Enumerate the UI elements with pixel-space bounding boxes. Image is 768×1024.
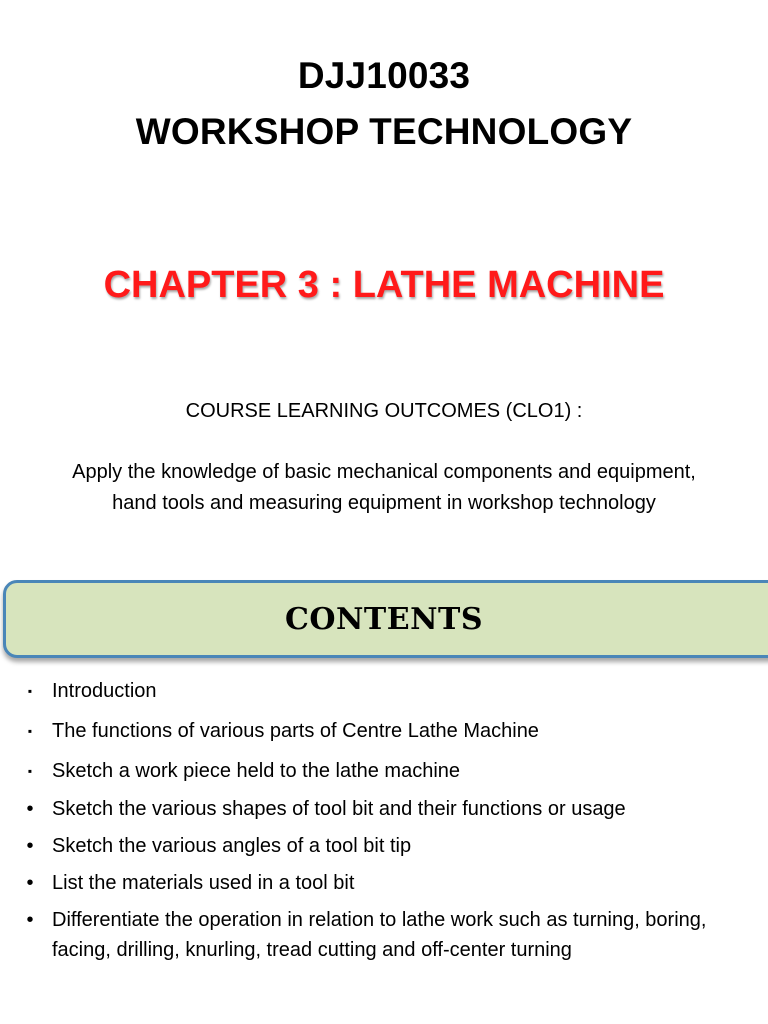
round-bullet-icon: • bbox=[26, 872, 34, 894]
square-bullet-icon: ▪ bbox=[27, 684, 33, 698]
list-item-text: Sketch a work piece held to the lathe machine bbox=[52, 760, 461, 782]
list-item-text: Introduction bbox=[52, 680, 157, 702]
chapter-title: CHAPTER 3 : LATHE MACHINE bbox=[103, 264, 665, 306]
clo-heading: COURSE LEARNING OUTCOMES (CLO1) : bbox=[185, 400, 583, 422]
contents-title: CONTENTS bbox=[284, 602, 484, 637]
course-title: WORKSHOP TECHNOLOGY bbox=[135, 111, 633, 152]
list-item-text: Sketch the various shapes of tool bit and their functions or usage bbox=[52, 798, 626, 820]
round-bullet-icon: • bbox=[26, 798, 34, 820]
list-item-text: List the materials used in a tool bit bbox=[52, 872, 355, 894]
list-item-text: The functions of various parts of Centre Lathe Machine bbox=[52, 720, 539, 742]
square-bullet-icon: ▪ bbox=[27, 724, 33, 738]
clo-description: Apply the knowledge of basic mechanical components and equipment, hand tools and measuring equipment in workshop technology bbox=[72, 461, 696, 514]
list-item-text: Differentiate the operation in relation to lathe work such as turning, boring, facing, drilling, knurling, tread cutting and off-center turning bbox=[52, 909, 707, 961]
course-code: DJJ10033 bbox=[297, 55, 471, 96]
round-bullet-icon: • bbox=[26, 835, 34, 857]
square-bullet-icon: ▪ bbox=[27, 764, 33, 778]
list-item-text: Sketch the various angles of a tool bit tip bbox=[52, 835, 412, 857]
round-bullet-icon: • bbox=[26, 909, 34, 931]
